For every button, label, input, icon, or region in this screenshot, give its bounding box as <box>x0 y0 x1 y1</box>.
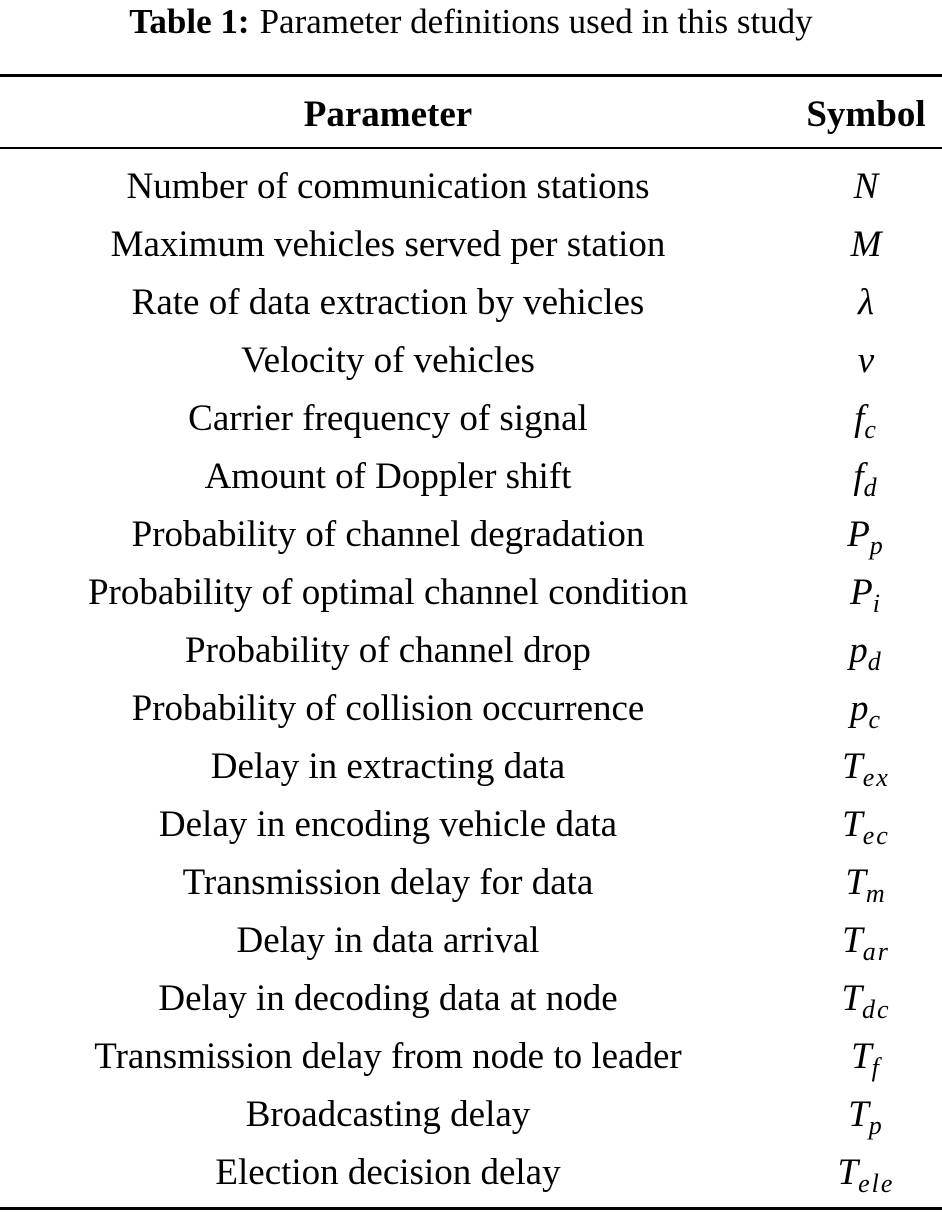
table-header-row <box>0 90 942 140</box>
header-parameter: Parameter <box>303 94 473 135</box>
symbol-base: T <box>851 1036 872 1077</box>
table-bottom-rule <box>0 1207 942 1210</box>
symbol-base: f <box>854 398 865 439</box>
symbol-subscript: d <box>863 473 879 502</box>
table-caption <box>0 0 942 44</box>
symbol-cell <box>790 506 942 564</box>
parameter-cell: Election decision delay <box>215 1152 561 1193</box>
symbol-base: p <box>849 630 868 671</box>
symbol-cell <box>790 970 942 1028</box>
table-row <box>0 970 942 1028</box>
table-row <box>0 912 942 970</box>
symbol-base: p <box>849 688 869 729</box>
parameter-cell: Rate of data extraction by vehicles <box>131 282 645 323</box>
parameter-cell: Delay in extracting data <box>210 746 566 787</box>
table-row <box>0 680 942 738</box>
table-row <box>0 332 942 390</box>
parameter-cell: Transmission delay for data <box>182 862 594 903</box>
table-row <box>0 448 942 506</box>
symbol-cell <box>790 854 942 912</box>
symbol-subscript: ele <box>858 1169 895 1198</box>
table-row <box>0 796 942 854</box>
table-caption-text: Parameter definitions used in this study <box>259 2 813 41</box>
symbol-cell <box>790 158 942 216</box>
symbol-subscript: ex <box>862 763 890 792</box>
parameter-cell: Delay in data arrival <box>236 920 540 961</box>
symbol-base: T <box>848 1094 869 1135</box>
table-caption-label: Table 1: <box>129 2 250 41</box>
parameter-cell: Carrier frequency of signal <box>188 398 588 439</box>
table-row <box>0 216 942 274</box>
table-row <box>0 738 942 796</box>
symbol-base: P <box>847 514 870 555</box>
parameter-cell: Velocity of vehicles <box>241 340 535 381</box>
symbol-cell <box>790 1086 942 1144</box>
symbol-cell <box>790 680 942 738</box>
table-row <box>0 158 942 216</box>
table-row <box>0 1144 942 1202</box>
parameter-cell: Delay in encoding vehicle data <box>158 804 618 845</box>
symbol-base: λ <box>857 282 875 323</box>
symbol-cell <box>790 216 942 274</box>
symbol-cell <box>790 912 942 970</box>
symbol-cell <box>790 796 942 854</box>
symbol-base: T <box>845 862 866 903</box>
symbol-cell <box>790 738 942 796</box>
parameter-cell: Amount of Doppler shift <box>204 456 572 497</box>
symbol-subscript: p <box>869 531 885 560</box>
table-row <box>0 506 942 564</box>
symbol-subscript: d <box>867 647 883 676</box>
symbol-cell <box>790 274 942 332</box>
table-row <box>0 390 942 448</box>
table-row <box>0 564 942 622</box>
symbol-cell <box>790 1144 942 1202</box>
symbol-cell <box>790 622 942 680</box>
symbol-base: T <box>837 1152 859 1193</box>
symbol-subscript: i <box>872 589 882 618</box>
table-row <box>0 1086 942 1144</box>
symbol-base: T <box>841 978 863 1019</box>
symbol-subscript: f <box>871 1053 881 1082</box>
table-top-rule <box>0 74 942 77</box>
table-row <box>0 274 942 332</box>
symbol-subscript: dc <box>862 995 891 1024</box>
symbol-subscript: p <box>868 1111 884 1140</box>
symbol-subscript: m <box>865 879 887 908</box>
symbol-subscript: c <box>868 705 883 734</box>
parameter-cell: Transmission delay from node to leader <box>94 1036 682 1077</box>
table-row <box>0 622 942 680</box>
parameter-cell: Delay in decoding data at node <box>158 978 618 1019</box>
table-body <box>0 158 942 1202</box>
parameter-cell: Probability of channel drop <box>185 630 591 671</box>
symbol-cell <box>790 1028 942 1086</box>
symbol-base: P <box>850 572 873 613</box>
table-row <box>0 854 942 912</box>
parameter-cell: Probability of collision occurrence <box>131 688 645 729</box>
symbol-cell <box>790 564 942 622</box>
parameter-cell: Probability of optimal channel condition <box>87 572 689 613</box>
symbol-cell <box>790 332 942 390</box>
parameter-cell: Maximum vehicles served per station <box>110 224 666 265</box>
symbol-base: M <box>850 224 882 265</box>
symbol-base: T <box>842 804 863 845</box>
symbol-subscript: c <box>864 415 878 444</box>
symbol-base: f <box>853 456 864 497</box>
symbol-subscript: ec <box>862 821 890 850</box>
parameter-cell: Broadcasting delay <box>245 1094 531 1135</box>
symbol-base: T <box>842 746 863 787</box>
header-symbol: Symbol <box>806 94 926 135</box>
table-header-rule <box>0 147 942 149</box>
parameter-cell: Probability of channel degradation <box>131 514 645 555</box>
symbol-cell <box>790 390 942 448</box>
symbol-base: N <box>853 166 879 207</box>
symbol-cell <box>790 448 942 506</box>
symbol-base: v <box>857 340 875 381</box>
symbol-base: T <box>842 920 863 961</box>
parameter-cell: Number of communication stations <box>126 166 650 207</box>
symbol-subscript: ar <box>862 937 890 966</box>
table-row <box>0 1028 942 1086</box>
